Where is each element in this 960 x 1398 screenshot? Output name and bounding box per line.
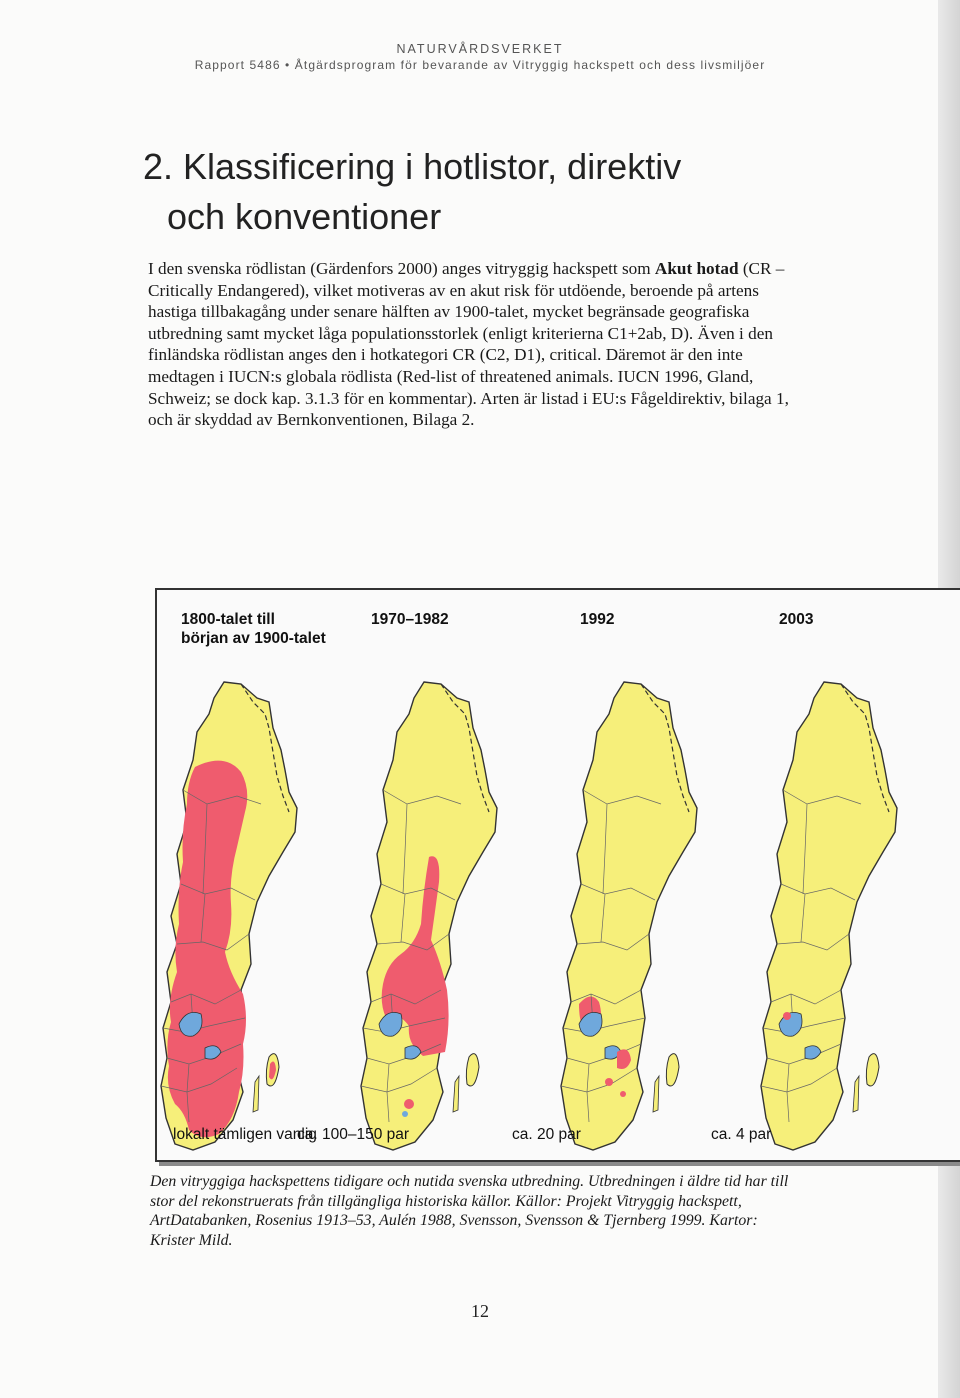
period-label-1-line1: 1800-talet till [181,611,275,628]
sweden-maps [157,590,960,1160]
chapter-title-line2: och konventioner [167,196,442,237]
map-2003 [761,682,897,1150]
header-organization: NATURVÅRDSVERKET [396,42,564,56]
body-text-start: I den svenska rödlistan (Gärdenfors 2000) anges vitryggig hackspett som [148,259,655,278]
period-label-4: 2003 [779,611,814,628]
status-label-2: ca. 100–150 par [297,1126,410,1143]
chapter-title-line1: 2. Klassificering i hotlistor, direktiv [143,146,682,187]
body-text-rest: (CR – Critically Endangered), vilket motiveras av en akut risk för utdöende, beroende på artens hastiga tillbakagång under senare hälften av 1900-talet, mycket begränsade geografiska utbredning samt mycket låga populationsstorlek (enligt kriterierna C1+2ab, D). Även i den finländska rödlistan anges den i hotkategori CR (C2, D1), critical. Däremot är den inte medtagen i IUCN:s globala rödlista (Red-list of threatened animals. IUCN 1996, Gland, Schweiz; se dock kap. 3.1.3 för en kommentar). Arten är listad i EU:s Fågeldirektiv, bilaga 1, och är skyddad av Bernkonventionen, Bilaga 2. [148,259,789,430]
period-label-1-line2: början av 1900-talet [181,630,326,647]
status-label-4: ca. 4 par [711,1126,772,1143]
map-1970-1982 [361,682,497,1150]
header-report-title: Rapport 5486 • Åtgärdsprogram för bevarande av Vitryggig hackspett och dess livsmiljöer [194,58,766,72]
status-label-3: ca. 20 par [512,1126,581,1143]
period-label-2: 1970–1982 [371,611,449,628]
status-label-1: lokalt tämligen vanlig [173,1126,317,1143]
figure-caption: Den vitryggiga hackspettens tidigare och nutida svenska utbredning. Utbredningen i äldre tid har till stor del rekonstruerats från tillgängliga historiska källor. Källor: Projekt Vitryggig hackspett, ArtDatabanken, Rosenius 1913–53, Aulén 1988, Svensson, Svensson & Tjernberg 1999. Kartor: Krister Mild. [150,1173,789,1249]
page-number: 12 [471,1301,489,1321]
distribution-figure [155,588,960,1162]
chapter-title [143,142,681,242]
period-label-3: 1992 [580,611,615,628]
map-1992 [561,682,697,1150]
map-1800s [161,682,297,1150]
body-paragraph [148,258,798,431]
body-text-bold: Akut hotad [654,259,739,278]
